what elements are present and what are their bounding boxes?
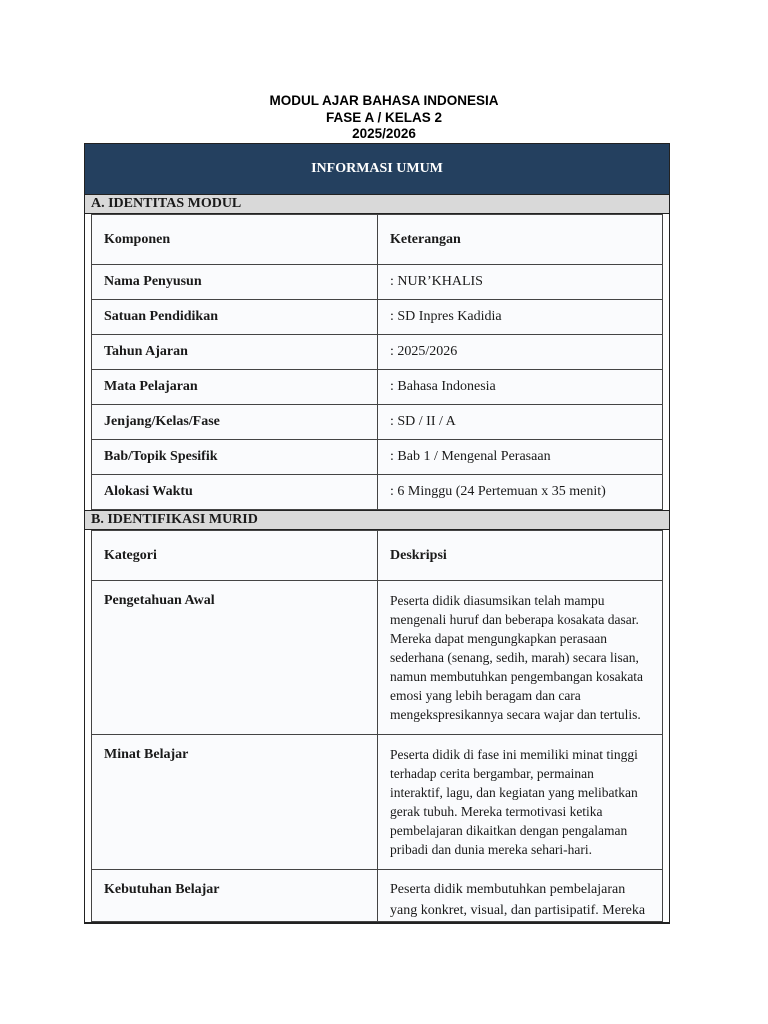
row-description: Peserta didik diasumsikan telah mampu mengenali huruf dan beberapa kosakata dasar. Mereka dapat mengungkapkan perasaan sederhana (senang, sedih, marah) secara lisan, namun membutuhkan pengembangan kosakata emosi yang lebih beragam dan cara mengekspresikannya secara wajar dan tertulis. <box>378 581 663 735</box>
table-row <box>92 300 663 335</box>
table-row <box>92 335 663 370</box>
row-label: Mata Pelajaran <box>92 370 378 405</box>
row-description: Peserta didik di fase ini memiliki minat tinggi terhadap cerita bergambar, permainan interaktif, lagu, dan kegiatan yang melibatkan gerak tubuh. Mereka termotivasi ketika pembelajaran dikaitkan dengan pengalaman pribadi dan dunia mereka sehari-hari. <box>378 735 663 870</box>
row-value: : SD Inpres Kadidia <box>378 300 663 335</box>
document-year: 2025/2026 <box>352 126 416 141</box>
row-value: : Bahasa Indonesia <box>378 370 663 405</box>
row-value: : NUR’KHALIS <box>378 265 663 300</box>
table-row <box>92 735 663 870</box>
table-header-row <box>92 215 663 265</box>
row-value: : SD / II / A <box>378 405 663 440</box>
col-header-keterangan: Keterangan <box>378 215 663 265</box>
banner-informasi-umum: INFORMASI UMUM <box>85 143 669 194</box>
table-row <box>92 265 663 300</box>
col-header-deskripsi: Deskripsi <box>378 531 663 581</box>
table-row <box>92 440 663 475</box>
col-header-kategori: Kategori <box>92 531 378 581</box>
row-label: Bab/Topik Spesifik <box>92 440 378 475</box>
section-a-title: A. IDENTITAS MODUL <box>85 194 669 214</box>
table-row <box>92 581 663 735</box>
row-value: : 6 Minggu (24 Pertemuan x 35 menit) <box>378 475 663 510</box>
table-row <box>92 370 663 405</box>
table-row <box>92 475 663 510</box>
row-description: Peserta didik membutuhkan pembelajaran yang konkret, visual, dan partisipatif. Mereka <box>378 870 663 922</box>
info-frame <box>84 143 670 924</box>
document-phase: FASE A / KELAS 2 <box>325 109 443 125</box>
row-label: Kebutuhan Belajar <box>92 870 378 922</box>
row-value: : 2025/2026 <box>378 335 663 370</box>
table-row <box>92 405 663 440</box>
identifikasi-murid-table <box>91 530 663 922</box>
row-label: Tahun Ajaran <box>92 335 378 370</box>
document-title: MODUL AJAR BAHASA INDONESIA <box>269 93 499 108</box>
row-label: Minat Belajar <box>92 735 378 870</box>
document-header <box>0 93 768 143</box>
row-label: Jenjang/Kelas/Fase <box>92 405 378 440</box>
identitas-modul-table <box>91 214 663 510</box>
table-row <box>92 870 663 922</box>
col-header-komponen: Komponen <box>92 215 378 265</box>
row-value: : Bab 1 / Mengenal Perasaan <box>378 440 663 475</box>
section-b-title: B. IDENTIFIKASI MURID <box>85 510 669 530</box>
row-label: Alokasi Waktu <box>92 475 378 510</box>
row-label: Satuan Pendidikan <box>92 300 378 335</box>
row-label: Pengetahuan Awal <box>92 581 378 735</box>
table-header-row <box>92 531 663 581</box>
row-label: Nama Penyusun <box>92 265 378 300</box>
